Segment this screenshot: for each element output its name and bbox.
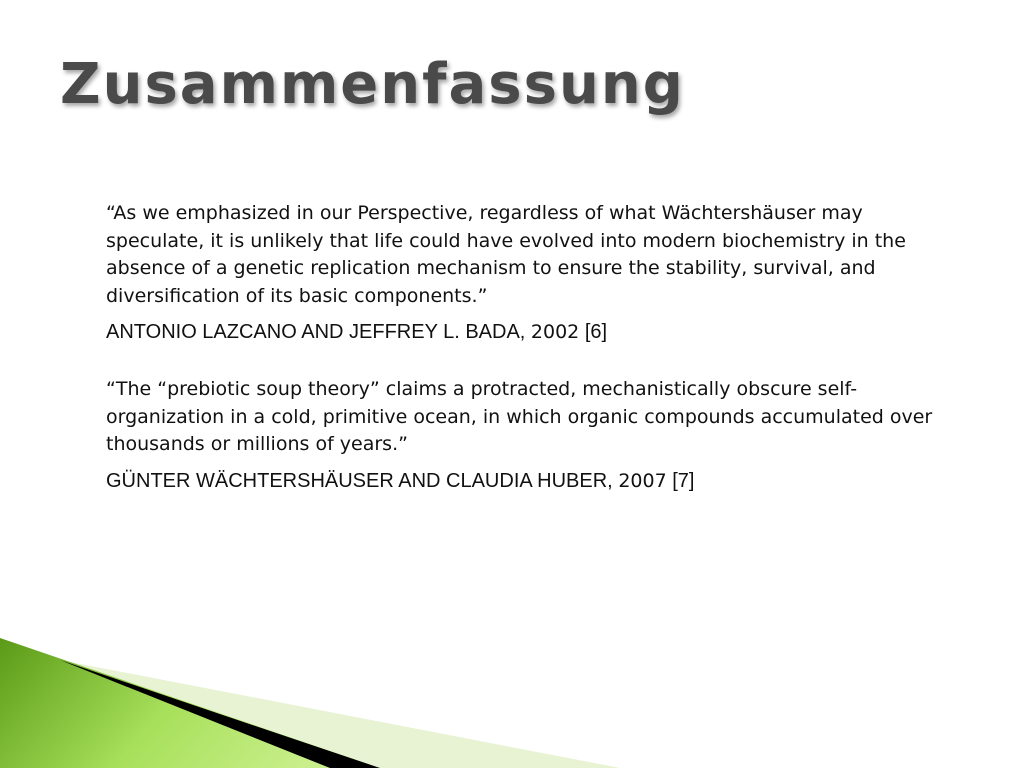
- green-wedge-shape: [0, 638, 380, 768]
- quote-text: “As we emphasized in our Perspective, regardless of what Wächtershäuser may speculate, it is unlikely that life could have evolved into modern biochemistry in the absence of a genetic replication mechanism to ensure the stability, survival, and diversification of its basic components.”: [106, 202, 906, 307]
- quote-block: [106, 200, 946, 346]
- quote-list: [106, 200, 946, 495]
- quote-reference: [7]: [672, 469, 695, 492]
- corner-decoration: [0, 638, 1024, 768]
- quote-author: ANTONIO LAZCANO AND JEFFREY L. BADA,: [106, 321, 526, 343]
- quote-attribution: [106, 318, 946, 346]
- quote-year: 2007: [618, 469, 667, 492]
- quote-reference: [6]: [584, 321, 608, 343]
- quote-author: GÜNTER WÄCHTERSHÄUSER AND CLAUDIA HUBER,: [106, 469, 613, 492]
- quote-text: “The “prebiotic soup theory” claims a protracted, mechanistically obscure self-organization in a cold, primitive ocean, in which organic compounds accumulated over thousands or millions of years.”: [106, 378, 933, 455]
- quote-attribution: [106, 467, 946, 495]
- quote-year: 2002: [530, 321, 580, 343]
- quote-block: [106, 376, 946, 495]
- slide-title: Zusammenfassung: [60, 52, 685, 117]
